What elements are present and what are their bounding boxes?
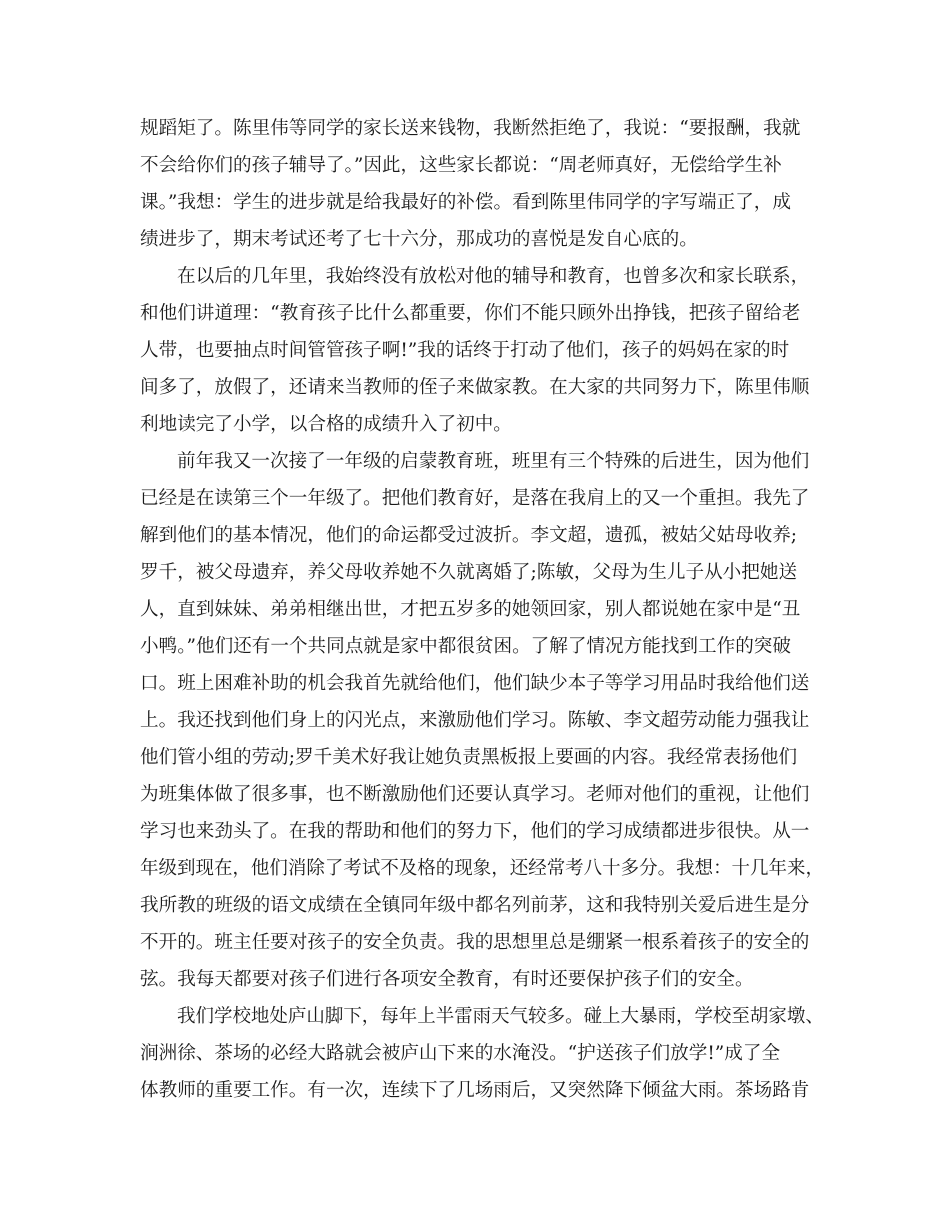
text-line: 已经是在读第三个一年级了。把他们教育好，是落在我肩上的又一个重担。我先了: [140, 488, 810, 509]
text-line: 涧洲徐、茶场的必经大路就会被庐山下来的水淹没。“护送孩子们放学!”成了全: [140, 1043, 781, 1064]
text-line: 人带，也要抽点时间管管孩子啊!”我的话终于打动了他们，孩子的妈妈在家的时: [140, 340, 790, 361]
text-line: 罗千，被父母遗弃，养父母收养她不久就离婚了;陈敏，父母为生儿子从小把她送: [140, 562, 798, 583]
text-line: 年级到现在，他们消除了考试不及格的现象，还经常考八十多分。我想：十几年来，: [140, 858, 824, 879]
text-line: 间多了，放假了，还请来当教师的侄子来做家教。在大家的共同努力下，陈里伟顺: [140, 377, 810, 398]
text-line: 规蹈矩了。陈里伟等同学的家长送来钱物，我断然拒绝了，我说：“要报酬，我就: [140, 118, 801, 139]
text-line: 他们管小组的劳动;罗千美术好我让她负责黑板报上要画的内容。我经常表扬他们: [140, 747, 798, 768]
text-line: 课。”我想：学生的进步就是给我最好的补偿。看到陈里伟同学的字写端正了，成: [140, 192, 791, 213]
text-line: 不开的。班主任要对孩子的安全负责。我的思想里总是绷紧一根系着孩子的安全的: [140, 932, 810, 953]
text-line: 小鸭。”他们还有一个共同点就是家中都很贫困。了解了情况方能找到工作的突破: [140, 636, 791, 657]
text-line: 我所教的班级的语文成绩在全镇同年级中都名列前茅，这和我特别关爱后进生是分: [140, 895, 810, 916]
paragraph-first-line: 我们学校地处庐山脚下，每年上半雷雨天气较多。碰上大暴雨，学校至胡家墩、: [177, 1006, 824, 1027]
text-line: 学习也来劲头了。在我的帮助和他们的努力下，他们的学习成绩都进步很快。从一: [140, 821, 810, 842]
text-line: 弦。我每天都要对孩子们进行各项安全教育，有时还要保护孩子们的安全。: [140, 969, 754, 990]
text-line: 利地读完了小学，以合格的成绩升入了初中。: [140, 414, 512, 435]
text-line: 不会给你们的孩子辅导了。”因此，这些家长都说：“周老师真好，无偿给学生补: [140, 155, 782, 176]
text-line: 为班集体做了很多事，也不断激励他们还要认真学习。老师对他们的重视，让他们: [140, 784, 810, 805]
text-line: 上。我还找到他们身上的闪光点，来激励他们学习。陈敏、李文超劳动能力强我让: [140, 710, 810, 731]
text-line: 口。班上困难补助的机会我首先就给他们，他们缺少本子等学习用品时我给他们送: [140, 673, 810, 694]
paragraph-first-line: 在以后的几年里，我始终没有放松对他的辅导和教育，也曾多次和家长联系，: [177, 266, 810, 287]
text-line: 解到他们的基本情况，他们的命运都受过波折。李文超，遗孤，被姑父姑母收养;: [140, 525, 798, 546]
text-line: 体教师的重要工作。有一次，连续下了几场雨后，又突然降下倾盆大雨。茶场路肯: [140, 1080, 810, 1101]
text-line: 绩进步了，期末考试还考了七十六分，那成功的喜悦是发自心底的。: [140, 229, 698, 250]
paragraph-first-line: 前年我又一次接了一年级的启蒙教育班，班里有三个特殊的后进生，因为他们: [177, 451, 810, 472]
text-line: 和他们讲道理：“教育孩子比什么都重要，你们不能只顾外出挣钱，把孩子留给老: [140, 303, 801, 324]
text-line: 人，直到妹妹、弟弟相继出世，才把五岁多的她领回家，别人都说她在家中是“丑: [140, 599, 801, 620]
